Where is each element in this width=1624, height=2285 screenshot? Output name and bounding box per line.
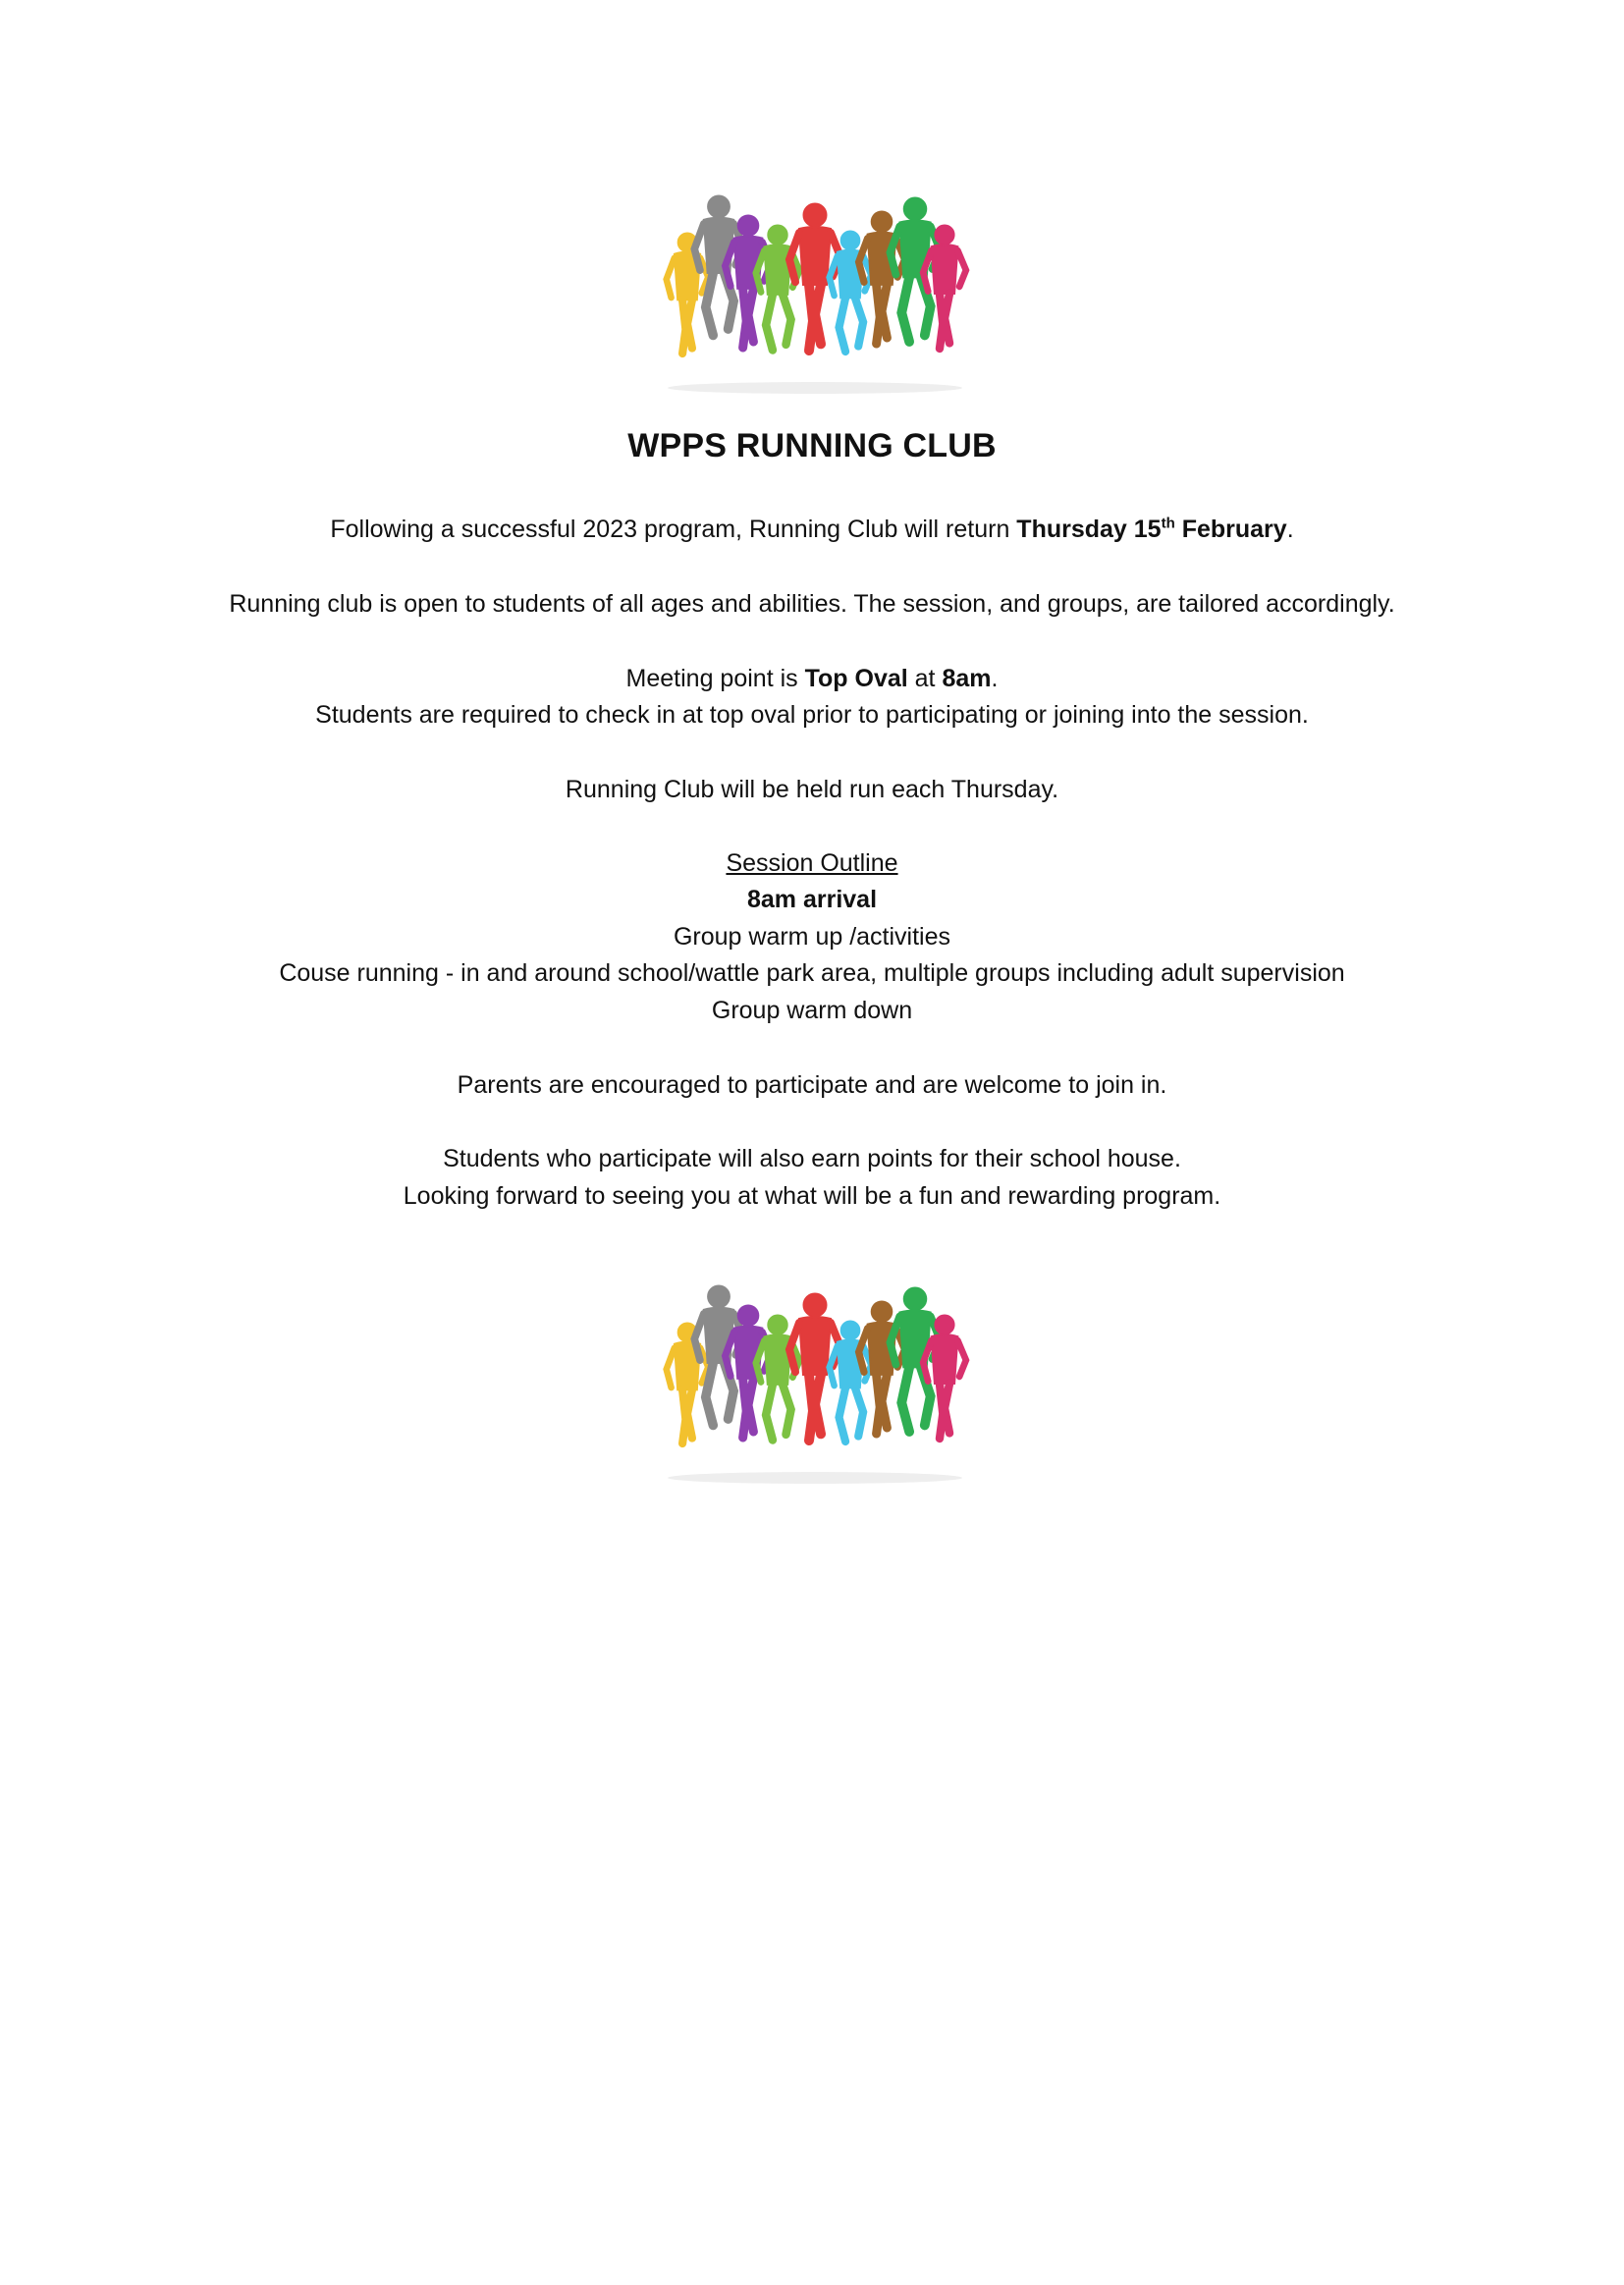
session-step: Group warm down: [711, 997, 913, 1024]
session-outline-heading: Session Outline: [726, 849, 898, 877]
session-step: Group warm up /activities: [673, 923, 951, 951]
runners-illustration-bottom: [658, 1281, 972, 1488]
page-title: WPPS RUNNING CLUB: [627, 427, 997, 464]
check-in-line: Students are required to check in at top oval prior to participating or joining into the session.: [315, 701, 1309, 729]
open-to-all-line: Running club is open to students of all ages and abilities. The session, and groups, are tailored accordingly.: [229, 590, 1395, 618]
running-group-icon: [658, 191, 972, 398]
parents-line: Parents are encouraged to participate and are welcome to join in.: [457, 1071, 1167, 1099]
return-date-month: February: [1174, 516, 1287, 543]
meeting-end: .: [991, 665, 999, 692]
meeting-place: Top Oval: [804, 665, 908, 692]
meeting-middle: at: [907, 665, 943, 692]
return-date-suffix: th: [1161, 515, 1175, 532]
runner-figure: [667, 233, 709, 354]
meeting-text: Meeting point is: [625, 665, 805, 692]
intro-end: .: [1286, 516, 1294, 543]
session-arrival: 8am arrival: [746, 886, 878, 913]
return-date-day: Thursday 15: [1016, 516, 1162, 543]
house-points-line: Students who participate will also earn points for their school house.: [443, 1145, 1181, 1172]
running-group-icon: [658, 1281, 972, 1488]
closing-line: Looking forward to seeing you at what will be a fun and rewarding program.: [403, 1182, 1221, 1210]
meeting-time: 8am: [942, 665, 992, 692]
session-step: Couse running - in and around school/wattle park area, multiple groups including adult supervision: [279, 959, 1345, 987]
intro-line: [0, 512, 1624, 548]
meeting-point-line: [0, 661, 1624, 697]
runners-illustration-top: [658, 191, 972, 398]
intro-text: Following a successful 2023 program, Running Club will return: [330, 516, 1017, 543]
weekly-line: Running Club will be held run each Thursday.: [565, 776, 1059, 803]
runner-figure: [667, 1323, 709, 1443]
